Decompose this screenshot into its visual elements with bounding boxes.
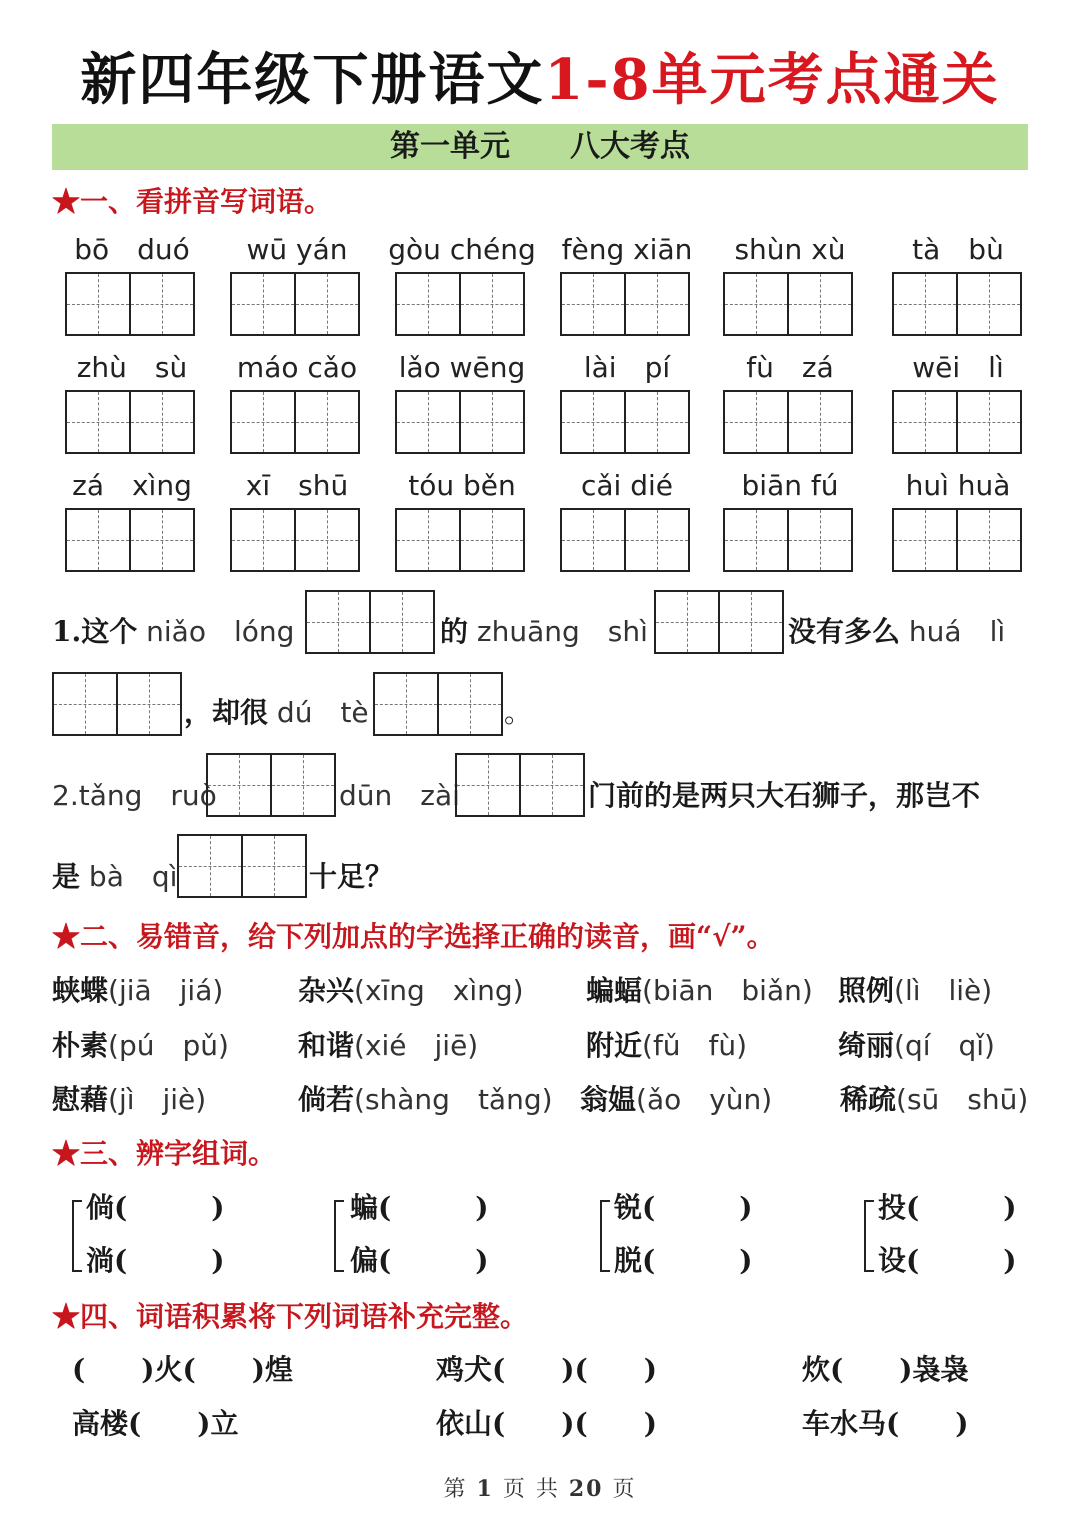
- bracket: [600, 1200, 610, 1272]
- pinyin-label: fù zá: [746, 351, 834, 384]
- writing-grid[interactable]: [892, 508, 1022, 572]
- section2-heading: ★二、易错音，给下列加点的字选择正确的读音，画“√”。: [52, 920, 775, 953]
- writing-grid[interactable]: [455, 753, 585, 817]
- pinyin-label: lǎo wēng: [398, 351, 526, 384]
- pinyin-label: huì huà: [905, 469, 1011, 502]
- pronunciation-item[interactable]: 翁媪(ǎo yùn): [580, 1083, 773, 1116]
- sentence-1-mid: 的 zhuāng shì: [440, 615, 648, 648]
- pinyin-label: tà bù: [912, 233, 1004, 266]
- idiom-fill[interactable]: 鸡犬( )( ): [436, 1353, 657, 1386]
- pronunciation-item[interactable]: 照例(lì liè): [838, 974, 993, 1007]
- sentence-2-pinyin: dūn zài: [339, 779, 460, 812]
- pronunciation-item[interactable]: 蛱蝶(jiā jiá): [52, 974, 224, 1007]
- pronunciation-item[interactable]: 稀疏(sū shū): [840, 1083, 1029, 1116]
- bracket: [864, 1200, 874, 1272]
- writing-grid[interactable]: [206, 753, 336, 817]
- writing-grid[interactable]: [65, 272, 195, 336]
- writing-grid[interactable]: [395, 508, 525, 572]
- pinyin-label: cǎi dié: [580, 469, 673, 502]
- pinyin-label: wēi lì: [912, 351, 1004, 384]
- pronunciation-item[interactable]: 倘若(shàng tǎng): [298, 1083, 553, 1116]
- writing-grid[interactable]: [230, 390, 360, 454]
- pronunciation-item[interactable]: 绮丽(qí qǐ): [838, 1029, 995, 1062]
- writing-grid[interactable]: [395, 390, 525, 454]
- writing-grid[interactable]: [230, 508, 360, 572]
- page-title: 新四年级下册语文1-8单元考点通关: [80, 47, 1000, 113]
- writing-grid[interactable]: [560, 272, 690, 336]
- idiom-fill[interactable]: 车水马( ): [802, 1407, 969, 1440]
- pronunciation-item[interactable]: 杂兴(xīng xìng): [298, 974, 524, 1007]
- pinyin-label: zá xìng: [72, 469, 192, 502]
- sentence-2-start: 2.tǎng ruò: [52, 779, 217, 812]
- section1-heading: ★一、看拼音写词语。: [52, 185, 333, 218]
- pinyin-label: lài pí: [583, 351, 671, 384]
- pinyin-label: fèng xiān: [561, 233, 693, 266]
- section4-heading: ★四、词语积累将下列词语补充完整。: [52, 1300, 529, 1333]
- sentence-1-mid2: 没有多么 huá lì: [788, 615, 1006, 648]
- pinyin-label: tóu běn: [408, 469, 516, 502]
- pinyin-label: wū yán: [246, 233, 348, 266]
- sentence-1-end: ，却很 dú tè: [184, 696, 369, 729]
- sentence-1-start: 1.这个 niǎo lóng: [52, 615, 295, 648]
- word-pair-top[interactable]: 倘( ): [86, 1191, 225, 1224]
- unit-banner: [52, 124, 1028, 170]
- writing-grid[interactable]: [395, 272, 525, 336]
- sentence-2-cont: 是 bà qì: [52, 860, 178, 893]
- writing-grid[interactable]: [373, 672, 503, 736]
- idiom-fill[interactable]: 依山( )( ): [436, 1407, 657, 1440]
- writing-grid[interactable]: [654, 590, 784, 654]
- pinyin-label: shùn xù: [734, 233, 846, 266]
- word-pair-bottom[interactable]: 淌( ): [86, 1244, 225, 1277]
- pinyin-label: máo cǎo: [236, 351, 358, 384]
- pinyin-label: gòu chéng: [388, 233, 536, 266]
- word-pair-bottom[interactable]: 脱( ): [614, 1244, 753, 1277]
- writing-grid[interactable]: [52, 672, 182, 736]
- writing-grid[interactable]: [305, 590, 435, 654]
- sentence-2-text: 门前的是两只大石狮子，那岂不: [588, 779, 981, 812]
- idiom-fill[interactable]: 炊( )袅袅: [802, 1353, 969, 1386]
- pinyin-label: xī shū: [245, 469, 349, 502]
- sentence-1-period: 。: [504, 696, 533, 729]
- word-pair-bottom[interactable]: 设( ): [878, 1244, 1017, 1277]
- sentence-2-end: 十足？: [309, 860, 394, 893]
- pinyin-label: zhù sù: [76, 351, 188, 384]
- idiom-fill[interactable]: 高楼( )立: [72, 1407, 239, 1440]
- writing-grid[interactable]: [560, 508, 690, 572]
- pinyin-label: bō duó: [74, 233, 190, 266]
- writing-grid[interactable]: [177, 834, 307, 898]
- word-pair-top[interactable]: 锐( ): [614, 1191, 753, 1224]
- writing-grid[interactable]: [723, 390, 853, 454]
- writing-grid[interactable]: [892, 390, 1022, 454]
- word-pair-bottom[interactable]: 偏( ): [350, 1244, 489, 1277]
- writing-grid[interactable]: [892, 272, 1022, 336]
- pinyin-label: biān fú: [741, 469, 839, 502]
- unit-label: 第一单元: [390, 129, 510, 164]
- pronunciation-item[interactable]: 蝙蝠(biān biǎn): [586, 974, 813, 1007]
- writing-grid[interactable]: [560, 390, 690, 454]
- word-pair-top[interactable]: 蝙( ): [350, 1191, 489, 1224]
- writing-grid[interactable]: [723, 508, 853, 572]
- pronunciation-item[interactable]: 和谐(xié jiē): [298, 1029, 479, 1062]
- writing-grid[interactable]: [65, 390, 195, 454]
- idiom-fill[interactable]: ( )火( )煌: [72, 1353, 293, 1386]
- writing-grid[interactable]: [65, 508, 195, 572]
- bracket: [334, 1200, 344, 1272]
- page-footer: 第 1 页 共 20 页: [443, 1476, 637, 1502]
- pronunciation-item[interactable]: 朴素(pú pǔ): [52, 1029, 229, 1062]
- pronunciation-item[interactable]: 附近(fǔ fù): [586, 1029, 748, 1062]
- bracket: [72, 1200, 82, 1272]
- pronunciation-item[interactable]: 慰藉(jì jiè): [52, 1083, 207, 1116]
- writing-grid[interactable]: [230, 272, 360, 336]
- section3-heading: ★三、辨字组词。: [52, 1137, 277, 1170]
- writing-grid[interactable]: [723, 272, 853, 336]
- points-label: 八大考点: [570, 129, 690, 164]
- word-pair-top[interactable]: 投( ): [878, 1191, 1017, 1224]
